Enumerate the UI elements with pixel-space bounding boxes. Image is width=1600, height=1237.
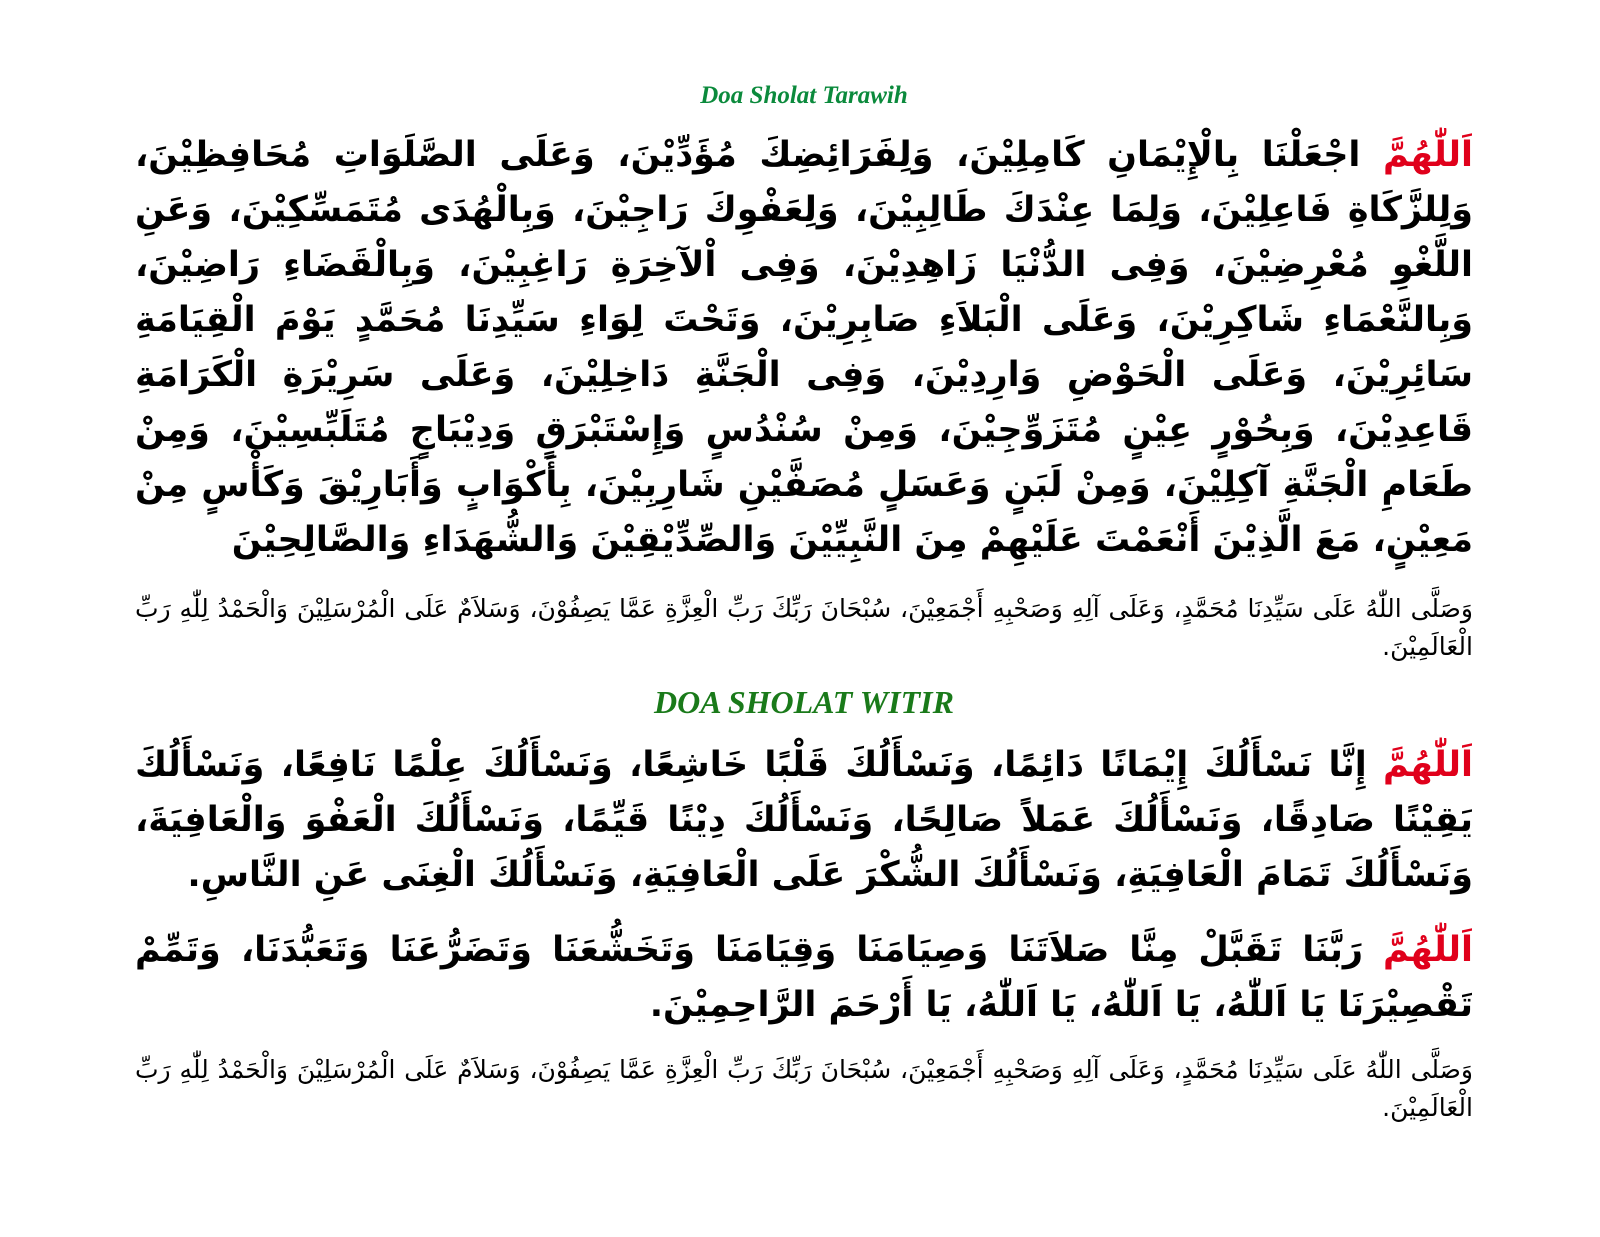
witir-closing: وَصَلَّى اللّٰهُ عَلَى سَيِّدِنَا مُحَمَّدٍ، وَعَلَى آلِهِ وَصَحْبِهِ أَجْمَعِيْنَ، سُبْحَانَ رَبِّكَ رَبِّ الْعِزَّةِ عَمَّا يَصِفُوْنَ، وَسَلاَمٌ عَلَى الْمُرْسَلِيْنَ وَالْحَمْدُ لِلّٰهِ رَبِّ الْعَالَمِيْنَ. (135, 1055, 1473, 1122)
tarawih-body: اجْعَلْنَا بِالْإِيْمَانِ كَامِلِيْنَ، وَلِفَرَائِضِكَ مُؤَدِّيْنَ، وَعَلَى الصَّلَوَاتِ مُحَافِظِيْنَ، وَلِلزَّكَاةِ فَاعِلِيْنَ، وَلِمَا عِنْدَكَ طَالِبِيْنَ، وَلِعَفْوِكَ رَاجِيْنَ، وَبِالْهُدَى مُتَمَسِّكِيْنَ، وَعَنِ اللَّغْوِ مُعْرِضِيْنَ، وَفِى الدُّنْيَا زَاهِدِيْنَ، وَفِى اْلآخِرَةِ رَاغِبِيْنَ، وَبِالْقَضَاءِ رَاضِيْنَ، وَبِالنَّعْمَاءِ شَاكِرِيْنَ، وَعَلَى الْبَلاَءِ صَابِرِيْنَ، وَتَحْتَ لِوَاءِ سَيِّدِنَا مُحَمَّدٍ يَوْمَ الْقِيَامَةِ سَائِرِيْنَ، وَعَلَى الْحَوْضِ وَارِدِيْنَ، وَفِى الْجَنَّةِ دَاخِلِيْنَ، وَعَلَى سَرِيْرَةِ الْكَرَامَةِ قَاعِدِيْنَ، وَبِحُوْرٍ عِيْنٍ مُتَزَوِّجِيْنَ، وَمِنْ سُنْدُسٍ وَإِسْتَبْرَقٍ وَدِيْبَاجٍ مُتَلَبِّسِيْنَ، وَمِنْ طَعَامِ الْجَنَّةِ آكِلِيْنَ، وَمِنْ لَبَنٍ وَعَسَلٍ مُصَفَّيْنِ شَارِبِيْنَ، بِأَكْوَابٍ وَأَبَارِيْقَ وَكَأْسٍ مِنْ مَعِيْنٍ، مَعَ الَّذِيْنَ أَنْعَمْتَ عَلَيْهِمْ مِنَ النَّبِيِّيْنَ وَالصِّدِّيْقِيْنَ وَالشُّهَدَاءِ وَالصَّالِحِيْنَ (135, 135, 1473, 560)
document-page (135, 78, 1473, 1127)
witir-body-1: إِنَّا نَسْأَلُكَ إِيْمَانًا دَائِمًا، وَنَسْأَلُكَ قَلْبًا خَاشِعًا، وَنَسْأَلُكَ عِلْمًا نَافِعًا، وَنَسْأَلُكَ يَقِيْنًا صَادِقًا، وَنَسْأَلُكَ عَمَلاً صَالِحًا، وَنَسْأَلُكَ دِيْنًا قَيِّمًا، وَنَسْأَلُكَ الْعَفْوَ وَالْعَافِيَةَ، وَنَسْأَلُكَ تَمَامَ الْعَافِيَةِ، وَنَسْأَلُكَ الشُّكْرَ عَلَى الْعَافِيَةِ، وَنَسْأَلُكَ الْغِنَى عَنِ النَّاسِ. (135, 745, 1473, 895)
witir-prayer-1 (135, 738, 1473, 903)
witir-opening-1: اَللّٰهُمَّ (1383, 745, 1473, 785)
title-witir: DOA SHOLAT WITIR (654, 684, 954, 720)
witir-prayer-2 (135, 923, 1473, 1033)
witir-opening-2: اَللّٰهُمَّ (1383, 930, 1473, 970)
tarawih-prayer (135, 128, 1473, 568)
title-tarawih: Doa Sholat Tarawih (700, 82, 908, 109)
tarawih-closing: وَصَلَّى اللّٰهُ عَلَى سَيِّدِنَا مُحَمَّدٍ، وَعَلَى آلِهِ وَصَحْبِهِ أَجْمَعِيْنَ، سُبْحَانَ رَبِّكَ رَبِّ الْعِزَّةِ عَمَّا يَصِفُوْنَ، وَسَلاَمٌ عَلَى الْمُرْسَلِيْنَ وَالْحَمْدُ لِلّٰهِ رَبِّ الْعَالَمِيْنَ. (135, 594, 1473, 661)
tarawih-opening: اَللّٰهُمَّ (1383, 135, 1473, 175)
witir-body-2: رَبَّنَا تَقَبَّلْ مِنَّا صَلاَتَنَا وَصِيَامَنَا وَقِيَامَنَا وَتَخَشُّعَنَا وَتَضَرُّعَنَا وَتَعَبُّدَنَا، وَتَمِّمْ تَقْصِيْرَنَا يَا اَللّٰهُ، يَا اَللّٰهُ، يَا اَللّٰهُ، يَا أَرْحَمَ الرَّاحِمِيْنَ. (135, 930, 1473, 1025)
